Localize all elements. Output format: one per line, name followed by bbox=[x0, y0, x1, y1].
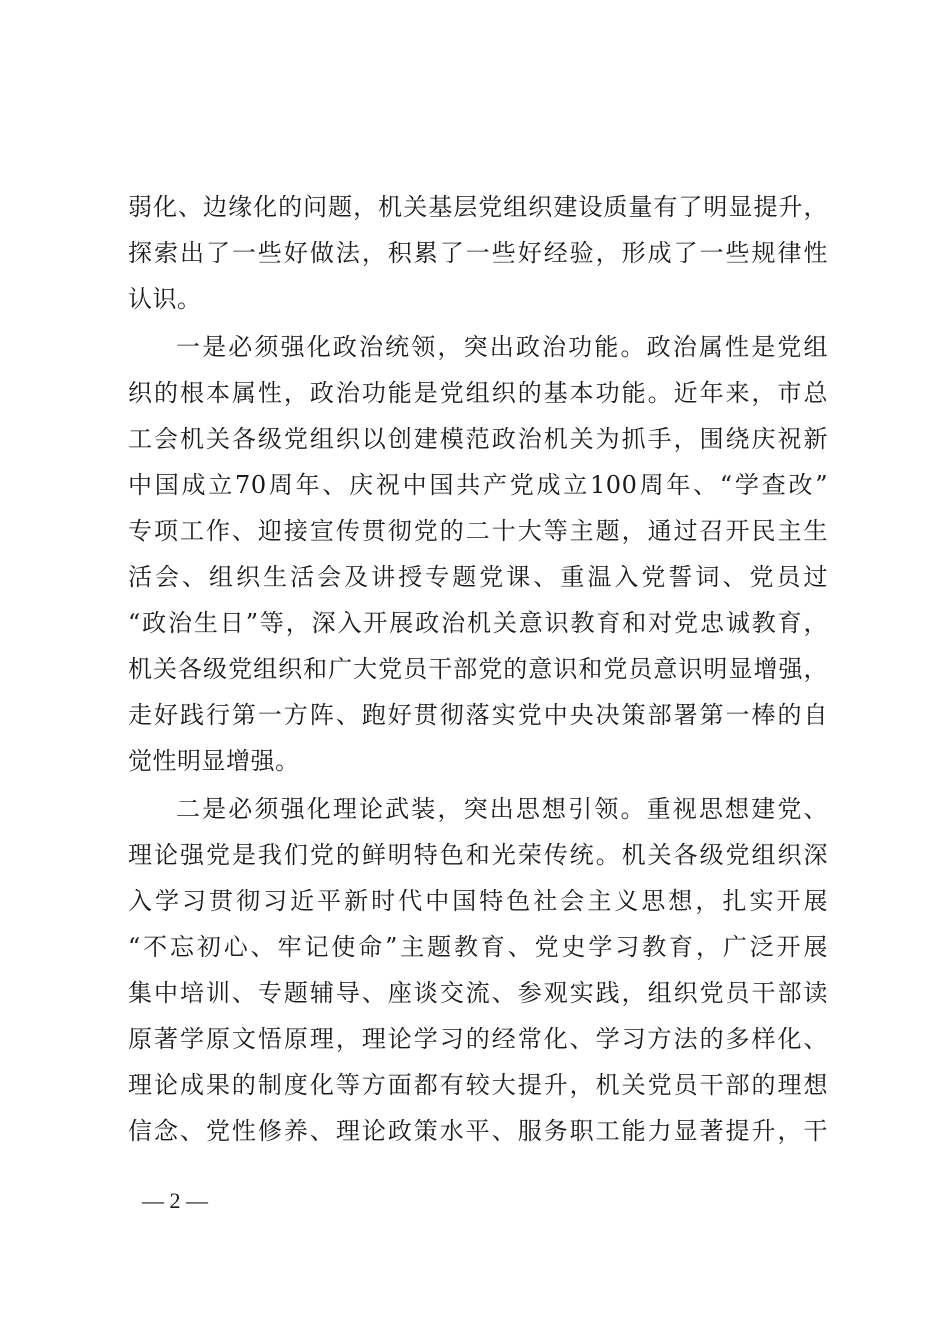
body-text bbox=[128, 184, 828, 1154]
text-line: 原著学原文悟原理，理论学习的经常化、学习方法的多样化、 bbox=[128, 1025, 828, 1053]
text-line: 弱化、边缘化的问题，机关基层党组织建设质量有了明显提升， bbox=[128, 193, 828, 221]
text-line: 信念、党性修养、理论政策水平、服务职工能力显著提升，干 bbox=[128, 1117, 828, 1145]
text-line: 觉性明显增强。 bbox=[128, 747, 300, 775]
text-line: 走好践行第一方阵、跑好贯彻落实党中央决策部署第一棒的自 bbox=[128, 701, 828, 729]
page-number: — 2 — bbox=[142, 1188, 208, 1213]
text-line: 织的根本属性，政治功能是党组织的基本功能。近年来，市总 bbox=[128, 379, 828, 407]
text-line: 二是必须强化理论武装，突出思想引领。重视思想建党、 bbox=[176, 795, 828, 823]
text-line: 一是必须强化政治统领，突出政治功能。政治属性是党组 bbox=[176, 333, 828, 361]
text-line: 理论成果的制度化等方面都有较大提升，机关党员干部的理想 bbox=[128, 1071, 828, 1099]
text-line: “政治生日”等，深入开展政治机关意识教育和对党忠诚教育， bbox=[128, 609, 828, 637]
text-line: 理论强党是我们党的鲜明特色和光荣传统。机关各级党组织深 bbox=[128, 841, 828, 869]
text-line: 认识。 bbox=[128, 285, 202, 313]
paragraph-3 bbox=[128, 786, 828, 1154]
text-line: “不忘初心、牢记使命”主题教育、党史学习教育，广泛开展 bbox=[128, 933, 828, 961]
text-line: 活会、组织生活会及讲授专题党课、重温入党誓词、党员过 bbox=[128, 563, 828, 591]
text-line: 工会机关各级党组织以创建模范政治机关为抓手，围绕庆祝新 bbox=[128, 425, 828, 453]
text-line: 探索出了一些好做法，积累了一些好经验，形成了一些规律性 bbox=[128, 239, 828, 267]
text-line: 入学习贯彻习近平新时代中国特色社会主义思想，扎实开展 bbox=[128, 887, 828, 915]
text-line: 机关各级党组织和广大党员干部党的意识和党员意识明显增强， bbox=[128, 655, 828, 683]
text-line: 中国成立70周年、庆祝中国共产党成立100周年、“学查改” bbox=[128, 471, 828, 499]
text-line: 集中培训、专题辅导、座谈交流、参观实践，组织党员干部读 bbox=[128, 979, 828, 1007]
paragraph-2 bbox=[128, 324, 828, 784]
paragraph-1 bbox=[128, 184, 828, 322]
text-line: 专项工作、迎接宣传贯彻党的二十大等主题，通过召开民主生 bbox=[128, 517, 828, 545]
